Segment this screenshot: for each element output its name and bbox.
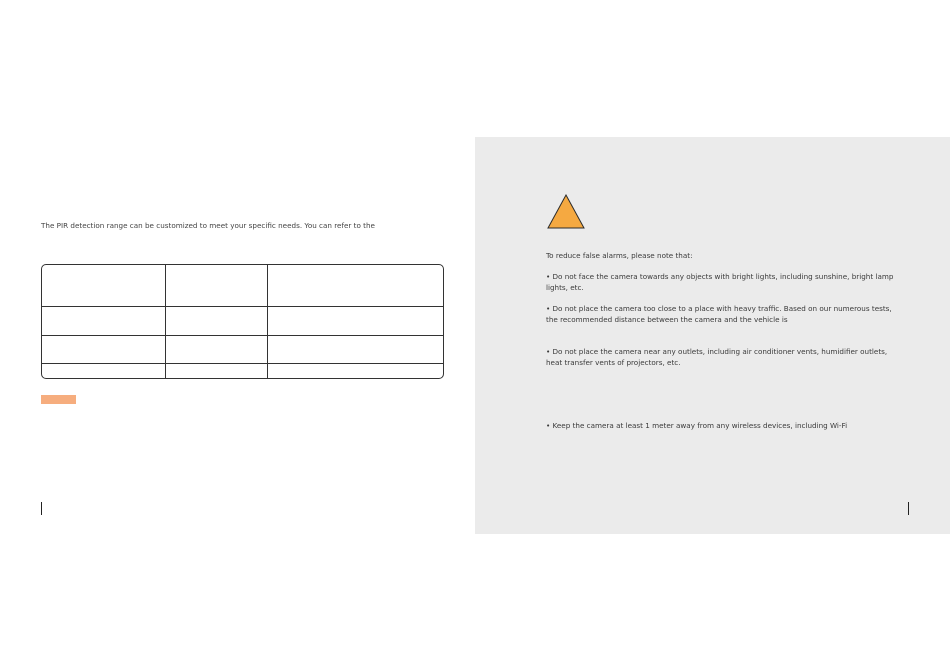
table-cell xyxy=(166,307,268,336)
note-item: • Do not place the camera near any outlets, including air conditioner vents, humidifier outlets, heat transfer vents of projectors, etc. xyxy=(546,347,888,367)
table-cell xyxy=(166,265,268,307)
table-cell xyxy=(268,335,444,364)
orange-highlight-tag xyxy=(41,395,76,404)
note-item: • Do not face the camera towards any objects with bright lights, including sunshine, bright lamp lights, etc. xyxy=(546,272,894,292)
detection-range-table xyxy=(41,264,444,379)
table-row xyxy=(42,335,443,364)
table-cell xyxy=(42,265,166,307)
table-cell xyxy=(42,307,166,336)
table-cell xyxy=(166,364,268,378)
note-item: • Keep the camera at least 1 meter away from any wireless devices, including Wi-Fi xyxy=(546,421,848,430)
table-cell xyxy=(42,364,166,378)
note-item: • Do not place the camera too close to a place with heavy traffic. Based on our numerous tests, the recommended distance between the camera and the vehicle is xyxy=(546,304,892,324)
table-cell xyxy=(42,335,166,364)
warning-triangle-icon xyxy=(547,194,585,229)
table-cell xyxy=(268,265,444,307)
table-row xyxy=(42,364,443,378)
table-cell xyxy=(268,364,444,378)
table-cell xyxy=(268,307,444,336)
table-row xyxy=(42,307,443,336)
right-page-marker xyxy=(908,502,909,515)
table-cell xyxy=(166,335,268,364)
left-page-marker xyxy=(41,502,42,515)
intro-paragraph: The PIR detection range can be customized to meet your specific needs. You can refer to the xyxy=(41,221,375,230)
table-row xyxy=(42,265,443,307)
notes-lead-text: To reduce false alarms, please note that: xyxy=(546,251,693,260)
